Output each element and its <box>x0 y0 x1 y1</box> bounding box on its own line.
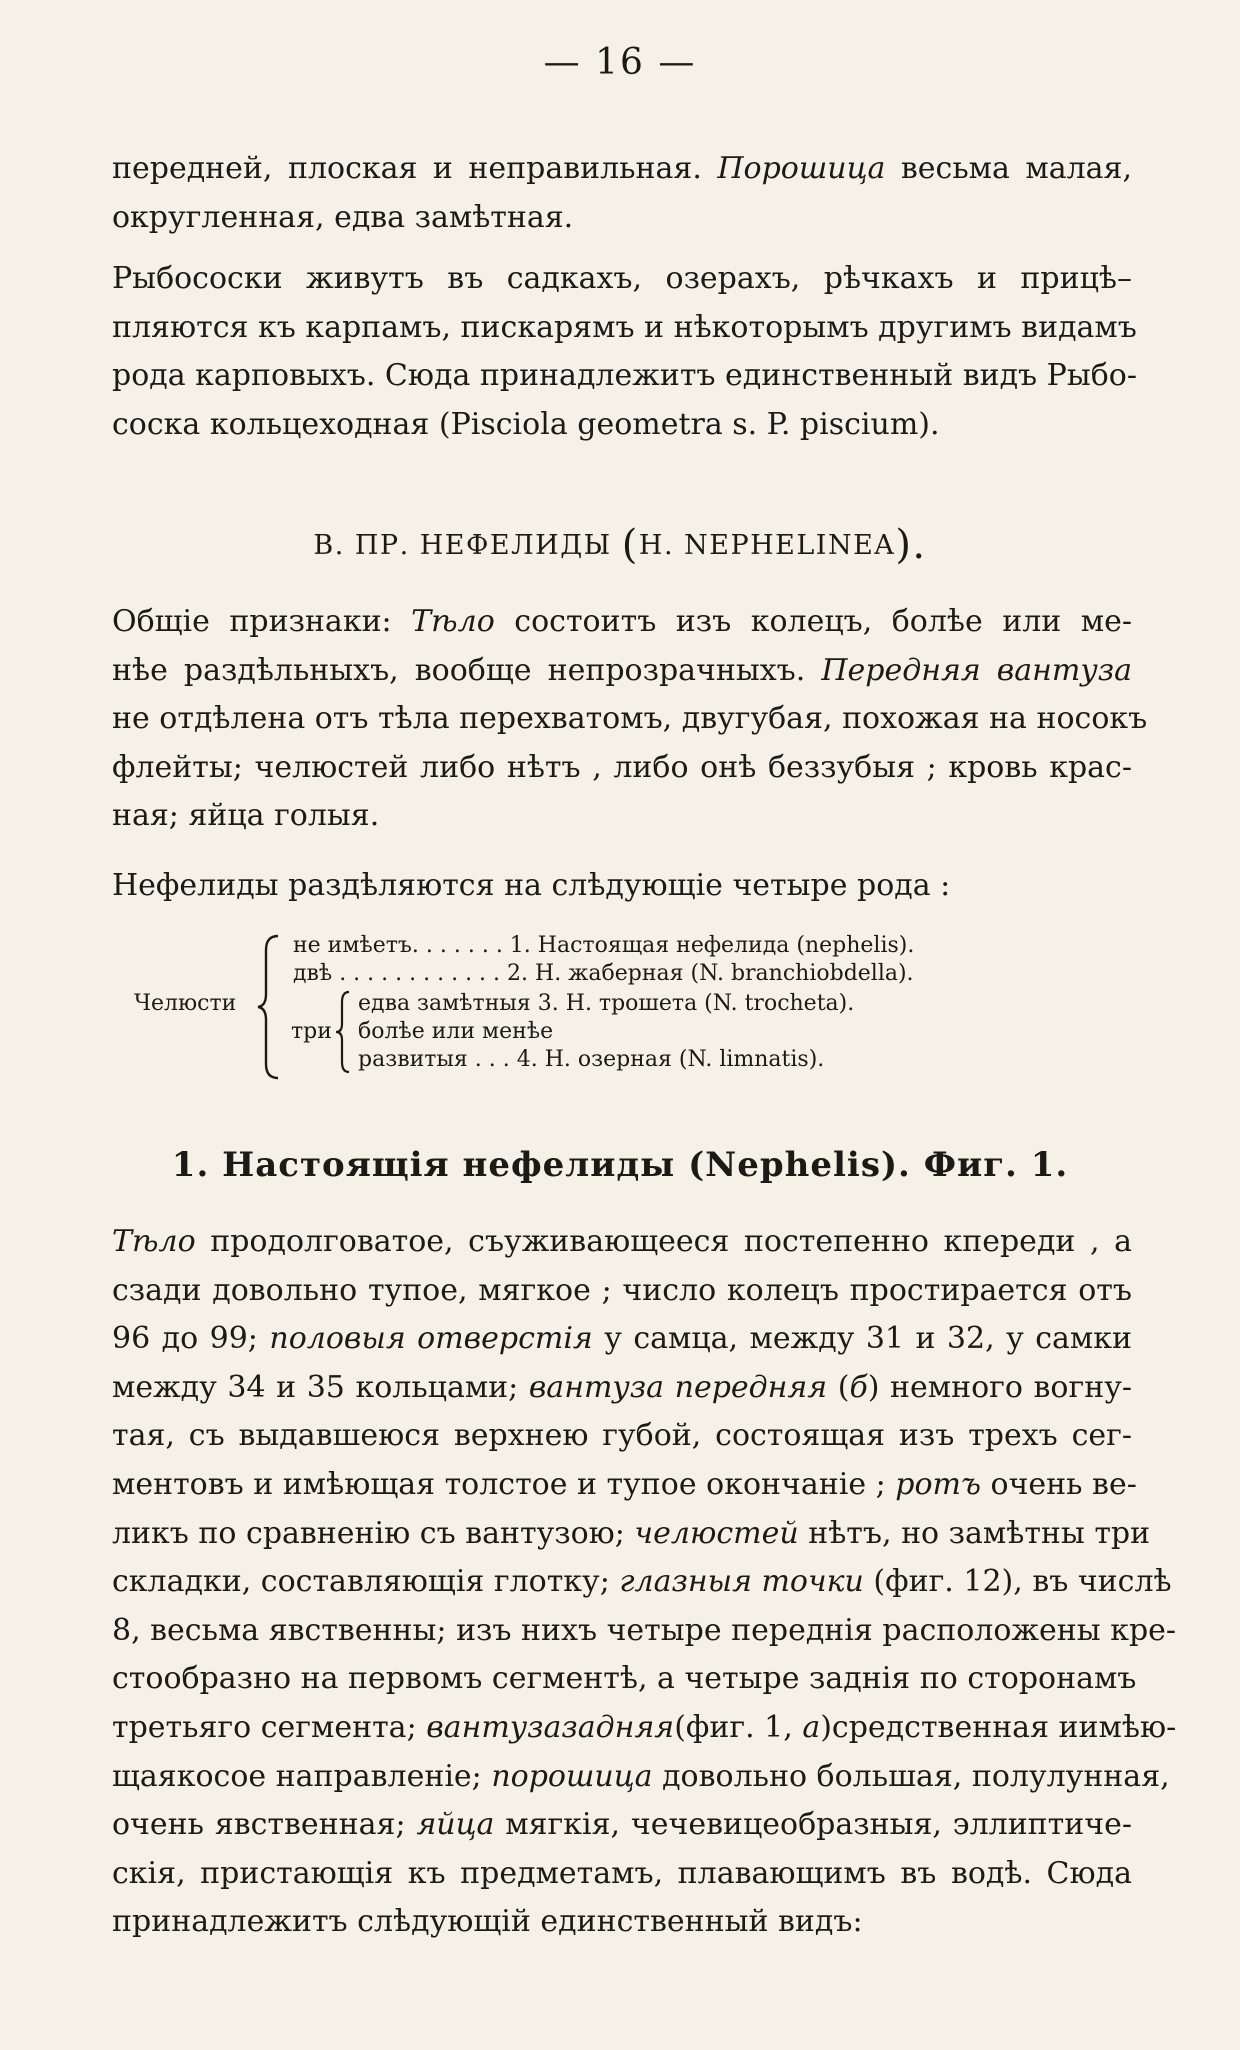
genus-key-table <box>128 932 1128 1082</box>
key-main-brace <box>256 932 286 1082</box>
text-run: Рыбососки живутъ въ садкахъ, озерахъ, рѣчкахъ и прицѣ– <box>112 261 1132 296</box>
section-title-prefix: В. ПР. НЕФЕЛИДЫ <box>313 530 622 561</box>
text-run: Нефелиды раздѣляются на слѣдующіе четыре рода : <box>112 868 951 903</box>
text-run: передней, плоская и неправильная. <box>112 151 718 186</box>
key-row-5: развитыя . . . 4. Н. озерная (N. limnatis). <box>358 1047 825 1072</box>
text-run: складки, составляющія глотку; <box>112 1564 620 1600</box>
key-label-jaws: Челюсти <box>134 991 237 1016</box>
italic-term: яйца <box>416 1807 495 1843</box>
paragraph-division <box>112 862 1132 911</box>
text-line <box>112 1267 1132 1316</box>
italic-term: глазныя точки <box>619 1564 864 1600</box>
text-line <box>112 598 1132 647</box>
text-run: соска кольцеходная (Piscіоlа geometra s. P. piscium). <box>112 406 940 442</box>
genus-heading: 1. Настоящія нефелиды (Nephelis). Фиг. 1. <box>171 1145 1069 1185</box>
text-run: пляются къ карпамъ, пискарямъ и нѣкоторымъ другимъ видамъ <box>112 309 1137 345</box>
text-run: состоитъ изъ колецъ, болѣе или ме- <box>494 604 1132 639</box>
italic-term: порошица <box>491 1758 653 1794</box>
text-run: стообразно на первомъ сегментѣ, а четыре заднія по сторонамъ <box>112 1661 1137 1697</box>
text-line <box>112 1218 1132 1267</box>
text-run: ная; яйца голыя. <box>112 798 380 834</box>
text-line <box>112 352 1137 401</box>
italic-term: Тѣло <box>112 1224 196 1259</box>
italic-term: б <box>849 1369 868 1405</box>
text-run: третьяго сегмента; <box>112 1709 427 1745</box>
text-run: рода карповыхъ. Сюда принадлежитъ единственный видъ Рыбо- <box>112 358 1137 394</box>
text-run: округленная, едва замѣтная. <box>112 199 574 235</box>
paragraph-habitat <box>112 255 1137 449</box>
italic-term: а <box>802 1709 821 1745</box>
text-run: не отдѣлена отъ тѣла перехватомъ, двугубая, похожая на носокъ <box>112 701 1148 737</box>
italic-term: Передняя вантуза <box>821 652 1133 688</box>
italic-term: вантуза передняя <box>528 1369 828 1405</box>
text-run: щаякосое направленіе; <box>112 1758 492 1794</box>
text-line <box>112 1607 1177 1656</box>
text-run: ментовъ и имѣющая толстое и тупое окончаніе ; <box>112 1466 896 1502</box>
italic-term: Порошица <box>717 151 886 186</box>
text-run: скія, пристающія къ предметамъ, плавающимъ въ водѣ. Сюда <box>112 1855 1132 1891</box>
key-sub-brace <box>334 988 354 1076</box>
text-run: 8, весьма явственны; изъ нихъ четыре переднія расположены кре- <box>112 1612 1177 1648</box>
text-run: продолговатое, съуживающееся постепенно кпереди , а <box>195 1224 1132 1259</box>
text-run: )средственная иимѣю- <box>820 1709 1177 1745</box>
key-row-3: едва замѣтныя 3. Н. трошета (N. trocheta). <box>358 991 855 1016</box>
italic-term: Тѣло <box>411 604 495 639</box>
italic-term: половыя отверстія <box>269 1321 593 1357</box>
key-row-1: не имѣетъ. . . . . . . 1. Настоящая нефелида (nephelis). <box>293 933 915 958</box>
text-run: нѣе раздѣльныхъ, вообще непрозрачныхъ. <box>112 652 822 688</box>
text-line <box>112 1412 1132 1461</box>
text-run: между 34 и 35 кольцами; <box>112 1369 529 1405</box>
text-line <box>112 1558 1172 1607</box>
text-line <box>112 1801 1132 1850</box>
paragraph-general-features <box>112 598 1148 841</box>
key-label-three: три <box>291 1019 332 1044</box>
text-line <box>112 401 1132 450</box>
italic-term: вантузазадняя <box>426 1709 675 1745</box>
text-run: Общіе признаки: <box>112 604 412 639</box>
text-line <box>112 792 1132 841</box>
section-title-close: ). <box>895 522 927 568</box>
text-line <box>112 1461 1137 1510</box>
text-line <box>112 304 1137 353</box>
text-line <box>112 647 1132 696</box>
text-line <box>112 1704 1177 1753</box>
key-row-4: болѣе или менѣе <box>358 1019 554 1044</box>
text-run: очень явственная; <box>112 1807 417 1843</box>
text-run: весьма малая, <box>885 151 1132 186</box>
text-run: ликъ по сравненію съ вантузою; <box>112 1515 635 1551</box>
section-title-latin: Н. NEPHELINEA <box>638 530 896 561</box>
text-run: флейты; челюстей либо нѣтъ , либо онѣ беззубыя ; кровь крас- <box>112 749 1132 785</box>
text-run: довольно большая, полулунная, <box>652 1758 1170 1794</box>
text-run: принадлежитъ слѣдующій единственный видъ: <box>112 1904 863 1940</box>
page-number: — 16 — <box>543 42 697 83</box>
text-run: ) немного вогну- <box>867 1369 1132 1405</box>
text-run: очень ве- <box>981 1466 1137 1502</box>
text-line <box>112 1753 1170 1802</box>
text-run: нѣтъ, но замѣтны три <box>798 1515 1151 1551</box>
text-run: у самца, между 31 и 32, у самки <box>592 1321 1132 1357</box>
paragraph-genus-description <box>112 1218 1177 1947</box>
italic-term: челюстей <box>634 1515 799 1551</box>
text-line <box>112 862 1132 911</box>
text-line <box>112 1315 1132 1364</box>
text-line <box>112 194 1132 243</box>
text-run: мягкія, чечевицеобразныя, эллиптиче- <box>494 1807 1132 1843</box>
text-run: тая, съ выдавшеюся верхнею губой, состоящая изъ трехъ сег- <box>112 1418 1132 1454</box>
text-run: (фиг. 12), въ числѣ <box>863 1564 1172 1600</box>
key-row-2: двѣ . . . . . . . . . . . . 2. Н. жаберная (N. branchiobdella). <box>293 961 914 986</box>
text-line <box>112 145 1132 194</box>
section-title <box>0 522 1240 568</box>
text-run: ( <box>827 1369 850 1405</box>
text-line <box>112 1364 1132 1413</box>
text-line <box>112 1850 1132 1899</box>
text-line <box>112 695 1148 744</box>
text-line <box>112 1510 1151 1559</box>
text-run: сзади довольно тупое, мягкое ; число колецъ простирается отъ <box>112 1272 1132 1308</box>
text-run: 96 до 99; <box>112 1321 270 1357</box>
section-title-open-paren: ( <box>621 522 639 568</box>
text-line <box>112 255 1132 304</box>
text-line <box>112 744 1132 793</box>
italic-term: ротъ <box>895 1466 981 1502</box>
text-run: (фиг. 1, <box>674 1709 803 1745</box>
paragraph-intro <box>112 145 1132 242</box>
text-line <box>112 1655 1137 1704</box>
text-line <box>112 1898 1132 1947</box>
